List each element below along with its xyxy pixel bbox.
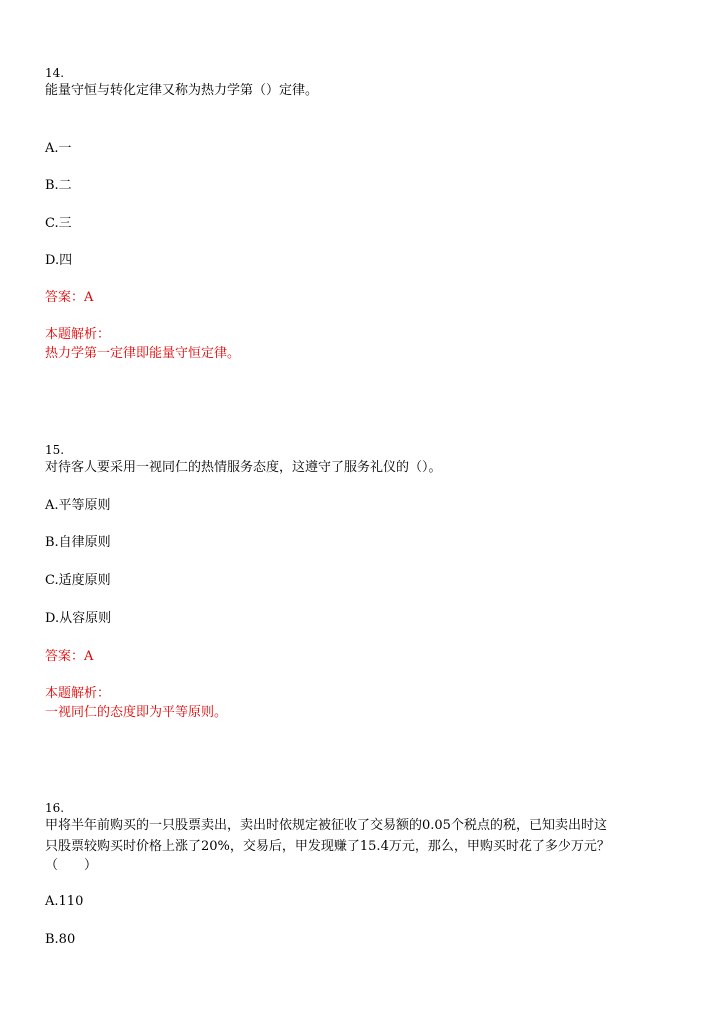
option-d: D.四: [45, 253, 73, 268]
question-number: 14.: [45, 66, 65, 80]
question-stem: 能量守恒与转化定律又称为热力学第（）定律。: [45, 83, 319, 98]
question-stem-line-3: （ ）: [45, 858, 98, 873]
option-c: C.三: [45, 216, 72, 231]
option-b: B.自律原则: [45, 535, 111, 550]
option-b: B.80: [45, 932, 76, 947]
question-number: 15.: [45, 443, 65, 457]
option-a: A.110: [45, 894, 84, 909]
question-stem: 对待客人要采用一视同仁的热情服务态度，这遵守了服务礼仪的（）。: [45, 460, 442, 475]
option-a: A.平等原则: [45, 498, 111, 513]
analysis-text: 热力学第一定律即能量守恒定律。: [45, 346, 241, 361]
option-b: B.二: [45, 178, 72, 193]
analysis-text: 一视同仁的态度即为平等原则。: [45, 705, 228, 720]
question-stem-line-2: 只股票较购买时价格上涨了20%，交易后，甲发现赚了15.4万元，那么，甲购买时花了多少万元？: [45, 839, 610, 854]
answer: 答案：A: [45, 649, 94, 664]
answer: 答案：A: [45, 290, 94, 305]
question-number: 16.: [45, 801, 65, 815]
option-d: D.从容原则: [45, 611, 112, 626]
analysis-title: 本题解析：: [45, 686, 111, 701]
analysis-title: 本题解析：: [45, 327, 111, 342]
option-c: C.适度原则: [45, 573, 111, 588]
option-a: A.一: [45, 141, 72, 156]
question-stem-line-1: 甲将半年前购买的一只股票卖出，卖出时依规定被征收了交易额的0.05个税点的税，已知卖出时这: [45, 818, 607, 833]
